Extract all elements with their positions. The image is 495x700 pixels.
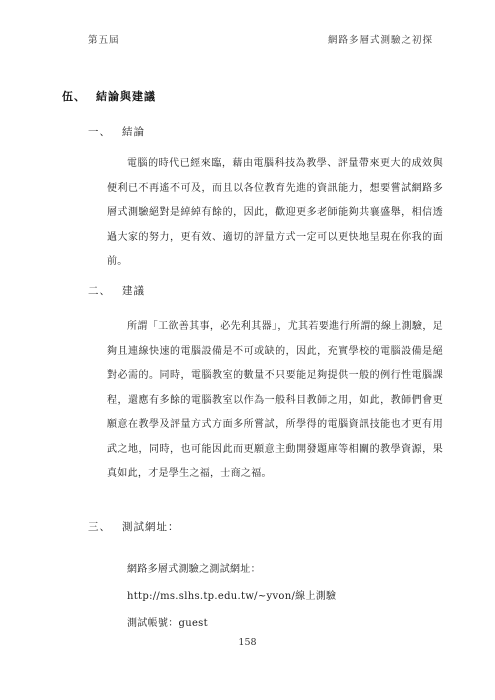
subsection-heading-test-url: [88, 519, 180, 534]
section-number: 伍、: [62, 90, 86, 103]
suggestion-paragraph: 所謂「工欲善其事，必先利其器」，尤其若要進行所謂的線上測驗，足夠且連線快速的電腦設備是不可或缺的，因此，充實學校的電腦設備是絕對必需的。同時，電腦教室的數量不只要能足夠提供一般的例行性電腦課程，還應有多餘的電腦教室以作為一般科目教師之用，如此，教師們會更願意在教學及評量方式方面多所嘗試，所學得的電腦資訊技能也才更有用武之地，同時，也可能因此而更願意主動開發題庫等相關的教學資源，果真如此，才是學生之福，士商之福。: [107, 321, 443, 479]
subsection-title: 建議: [122, 285, 145, 297]
page-number: 158: [238, 637, 257, 648]
subsection-title: 測試網址：: [122, 521, 180, 533]
conclusion-paragraph: 電腦的時代已經來臨，藉由電腦科技為教學、評量帶來更大的成效與便利已不再遙不可及，而且以各位教育先進的資訊能力，想要嘗試網路多層式測驗絕對是綽綽有餘的，因此，歡迎更多老師能夠共襄盛舉，相信透過大家的努力，更有效、適切的評量方式一定可以更快地呈現在你我的面前。: [107, 158, 443, 267]
test-url-label: 網路多層式測驗之測試網址：: [127, 564, 261, 575]
subsection-title: 結論: [122, 126, 145, 138]
test-url-link[interactable]: http://ms.slhs.tp.edu.tw/~yvon/線上測驗: [127, 591, 337, 602]
header-title: 網路多層式測驗之初探: [327, 35, 433, 46]
subsection-heading-conclusion: [88, 124, 145, 139]
section-title: 結論與建議: [96, 90, 156, 103]
subsection-heading-suggestion: [88, 283, 145, 298]
subsection-number: 二、: [88, 285, 111, 297]
test-account: 測試帳號：guest: [127, 618, 208, 629]
section-heading: [62, 88, 156, 104]
header-edition: 第五屆: [88, 35, 120, 46]
subsection-number: 一、: [88, 126, 111, 138]
subsection-number: 三、: [88, 521, 111, 533]
